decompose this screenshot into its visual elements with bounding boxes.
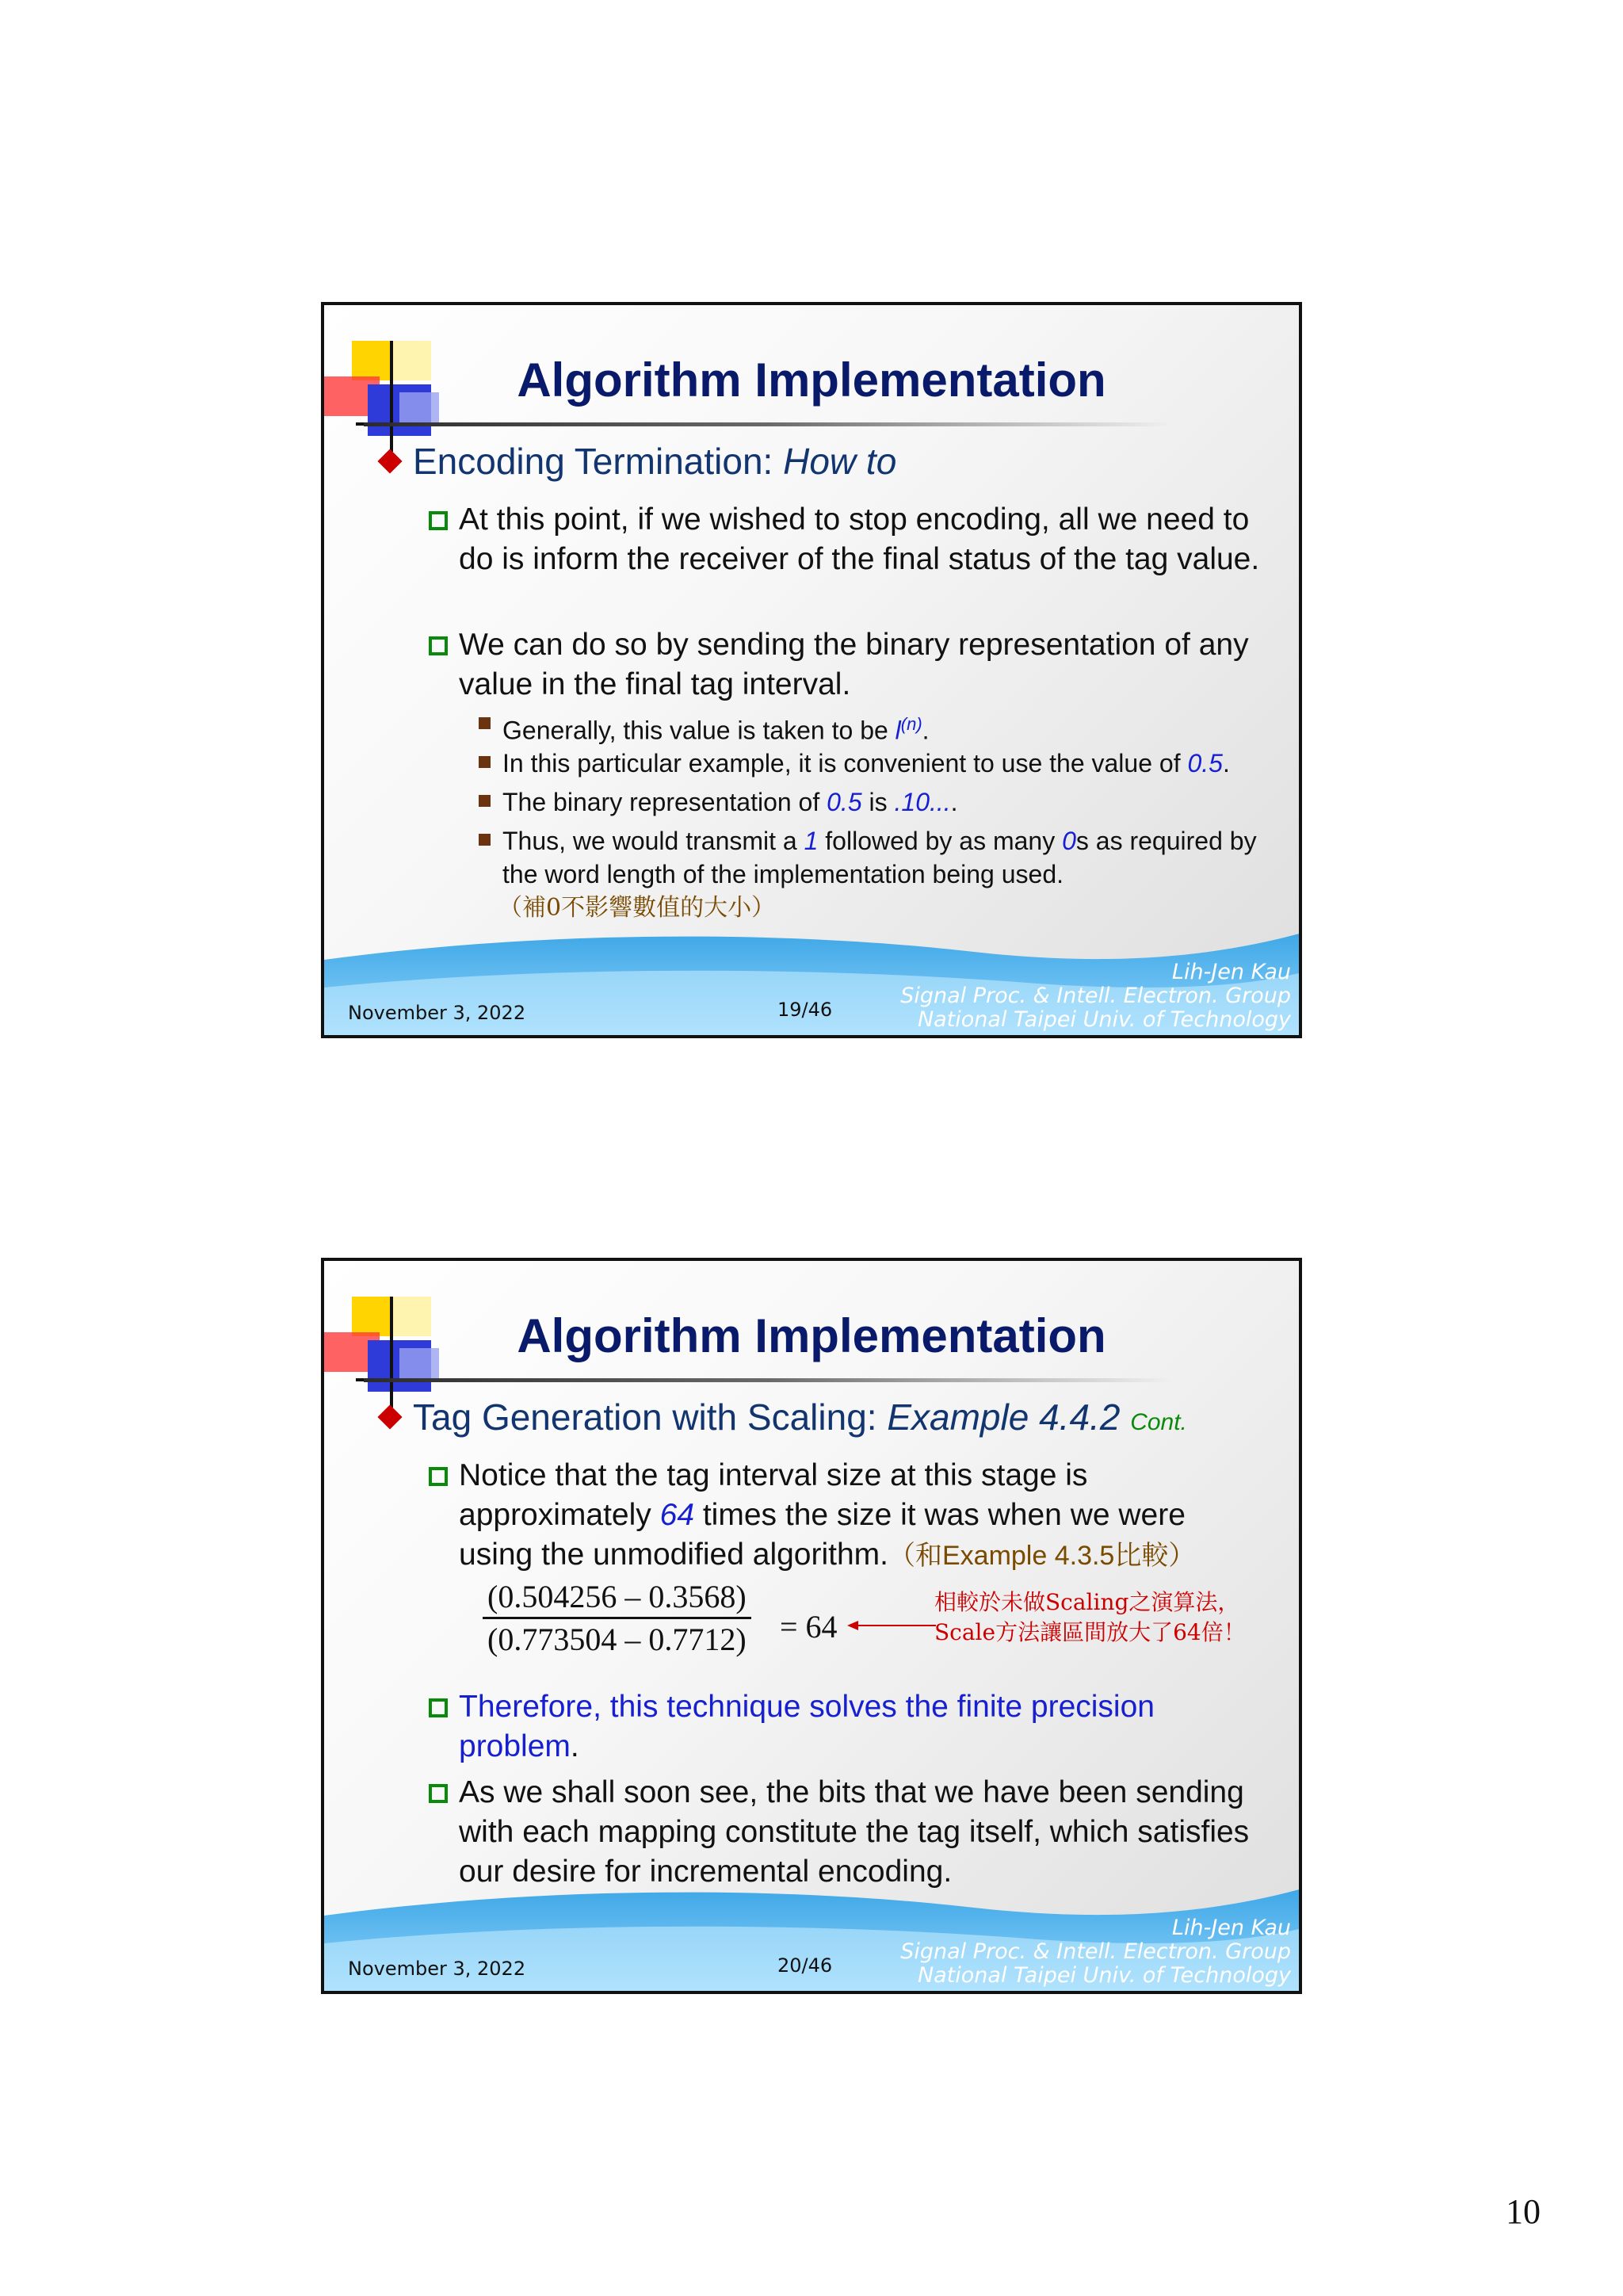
equation-numerator: (0.504256 – 0.3568) — [487, 1579, 747, 1614]
sub-bullet-transmit: Thus, we would transmit a 1 followed by as many 0s as required by the word length of the implementation being used. — [502, 824, 1263, 891]
heading-bullet — [381, 1396, 1187, 1438]
footer-slide-number: 20/46 — [777, 1954, 833, 1977]
footer-author: Lih-Jen Kau Signal Proc. & Intell. Electron. Group National Taipei Univ. of Technology — [900, 1916, 1291, 1988]
heading-italic: How to — [783, 441, 897, 482]
square-bullet-icon — [429, 511, 448, 530]
left-arrow-icon — [847, 1618, 936, 1633]
footer-author: Lih-Jen Kau Signal Proc. & Intell. Electron. Group National Taipei Univ. of Technology — [900, 960, 1291, 1032]
heading-bullet — [381, 440, 896, 483]
bullet-stop-encoding: At this point, if we wished to stop encoding, all we need to do is inform the receiver of the final status of the tag value. — [459, 500, 1267, 579]
square-bullet-icon — [429, 1467, 448, 1486]
heading-text: Encoding Termination: — [413, 441, 784, 482]
footer-date: November 3, 2022 — [348, 1002, 526, 1024]
fraction-bar — [483, 1617, 751, 1619]
bullet-incremental-encoding: As we shall soon see, the bits that we have been sending with each mapping constitute the tag itself, which satisfies our desire for incremental encoding. — [459, 1773, 1267, 1892]
sub-bullet-generally: Generally, this value is taken to be $l^{(n)}$. — [502, 708, 1295, 747]
heading-cont: Cont. — [1130, 1409, 1187, 1435]
title-divider — [364, 1378, 1172, 1382]
small-square-bullet-icon — [479, 834, 491, 846]
slide-19 — [321, 302, 1302, 1038]
square-bullet-icon — [429, 636, 448, 655]
bullet-binary-representation: We can do so by sending the binary representation of any value in the final tag interval. — [459, 625, 1267, 705]
zero-padding-note: （補0不影響數值的大小） — [498, 894, 776, 922]
sheet-page-number: 10 — [1506, 2192, 1541, 2231]
bullet-interval-size: Notice that the tag interval size at this stage is approximately 64 times the size it was when we were using the unmodified algorithm.（和Example 4.3.5比較） — [459, 1456, 1267, 1576]
slide-20 — [321, 1258, 1302, 1994]
sub-bullet-binary: The binary representation of 0.5 is .10.... — [502, 785, 1295, 819]
bullet-finite-precision: Therefore, this technique solves the finite precision problem. — [459, 1687, 1267, 1767]
small-square-bullet-icon — [479, 756, 491, 768]
sub-bullet-convenient: In this particular example, it is convenient to use the value of 0.5. — [502, 747, 1295, 780]
equation-fraction — [483, 1578, 751, 1658]
footer-date: November 3, 2022 — [348, 1958, 526, 1980]
scaling-annotation: 相較於未做Scaling之演算法， Scale方法讓區間放大了64倍！ — [934, 1589, 1246, 1645]
title-divider — [364, 422, 1172, 426]
equation-result: = 64 — [780, 1609, 838, 1645]
square-bullet-icon — [429, 1698, 448, 1717]
small-square-bullet-icon — [479, 717, 491, 729]
slide-title: Algorithm Implementation — [517, 353, 1106, 407]
slide-title: Algorithm Implementation — [517, 1309, 1106, 1362]
small-square-bullet-icon — [479, 795, 491, 807]
diamond-bullet-icon — [377, 449, 402, 473]
diamond-bullet-icon — [377, 1404, 402, 1429]
equation-denominator: (0.773504 – 0.7712) — [487, 1622, 747, 1657]
square-bullet-icon — [429, 1784, 448, 1803]
heading-text: Tag Generation with Scaling: — [413, 1396, 888, 1438]
footer-slide-number: 19/46 — [777, 999, 833, 1021]
heading-italic: Example 4.4.2 — [887, 1396, 1121, 1438]
